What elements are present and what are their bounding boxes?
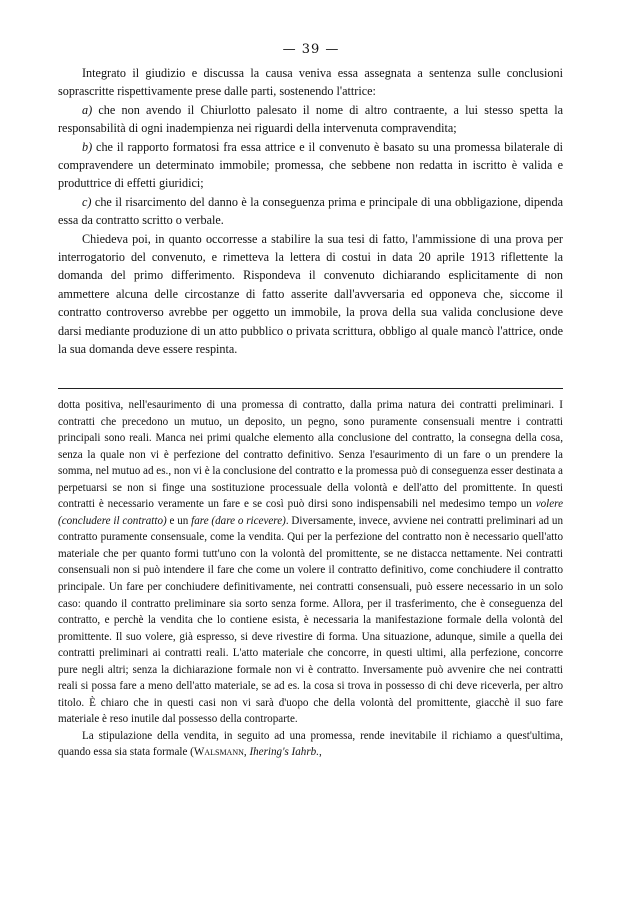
item-c-paragraph bbox=[58, 193, 563, 230]
footnote-paragraph-1 bbox=[58, 397, 563, 728]
item-a-text: che non avendo il Chiurlotto palesato il nome di altro contraente, a lui stesso spetta la responsabilità di ogni inadempienza nei riguardi della intervenuta compravendita; bbox=[58, 102, 564, 136]
footnote-paragraph-2 bbox=[58, 728, 563, 761]
footnote-italic-volere: volere (concludere il contratto) bbox=[58, 498, 563, 527]
main-text bbox=[58, 64, 563, 359]
footnote-journal: Ihering's Iahrb. bbox=[249, 746, 319, 759]
footnote-text-1a: dotta positiva, nell'esaurimento di una promessa di contratto, dalla prima natura dei contratti preliminari. I contratti che precedono un mutuo, un deposito, un pegno, sono puramente consensuali mentre i contratti principali sono reali. Manca nei primi qualche elemento alla conclusione del contratto, la consegna della cosa, senza la quale non vi è perfezione del contratto definitivo. Senza l'esaurimento di un fare o un prendere la somma, nel mutuo ad es., non vi è la conclusione del contratto e la promessa può di conseguenza esser destinata a perpetuarsi se non si finge una sostituzione processuale della volontà e dell'atto del promittente. In questi contratti è necessario veramente un fare e se così può dirsi sono indispensabili nel medesimo tempo un bbox=[58, 399, 563, 511]
page-number: — 39 — bbox=[282, 42, 340, 57]
footnote-divider bbox=[58, 388, 563, 389]
item-b-marker: b) bbox=[82, 139, 93, 154]
intro-paragraph: Integrato il giudizio e discussa la causa veniva essa assegnata a sentenza sulle conclusioni soprascritte rispettivamente prese dalle parti, sostenendo l'attrice: bbox=[58, 66, 563, 99]
footnote-text-2a: La stipulazione della vendita, in seguito ad una promessa, rende inevitabile il richiamo a quest'ultima, quando essa sia stata formale ( bbox=[58, 729, 563, 759]
footnote-text-2b: , bbox=[243, 746, 250, 759]
item-a-paragraph bbox=[58, 101, 563, 138]
footnote-text-2c: , bbox=[319, 746, 322, 759]
item-c-text: che il risarcimento del danno è la conseguenza prima e principale di una obbligazione, dipenda essa da contratto scritto o verbale. bbox=[58, 194, 564, 228]
item-c-marker: c) bbox=[82, 194, 92, 209]
footnote-italic-fare: fare (dare o ricevere) bbox=[191, 514, 286, 527]
footnote-text-1b: e un bbox=[166, 514, 192, 527]
closing-paragraph: Chiedeva poi, in quanto occorresse a stabilire la sua tesi di fatto, l'ammissione di una prova per interrogatorio del convenuto, e rimetteva la lettera di costui in data 20 aprile 1913 riflettente la domanda del primo differimento. Rispondeva il convenuto dichiarando esplicitamente di non ammettere alcuna delle circostanze di fatto asserite dall'avversaria ed opponeva che, siccome il contratto controverso avrebbe per oggetto un immobile, la prova della sua valida conclusione deve darsi mediante produzione di un atto pubblico o privata scrittura, obbligo al quale mancò l'attrice, onde la sua domanda deve essere respinta. bbox=[58, 231, 563, 357]
footnote bbox=[58, 397, 563, 761]
item-b-text: che il rapporto formatosi fra essa attrice e il convenuto è basato su una promessa bilaterale di compravendere un determinato immobile; promessa, che sebbene non redatta in iscritto è valida e produttrice di effetti giuridici; bbox=[58, 139, 563, 191]
footnote-text-1c: . Diversamente, invece, avviene nei contratti preliminari ad un contratto puramente consensuale, come la vendita. Qui per la perfezione del contratto non è necessario quell'atto materiale che per quanto formi tutt'uno con la volontà del promittente, se ne distacca nettamente. Nei contratti consensuali non si può intendere il fare che come un volere il contratto definitivo, come conchiudere il contratto principale. Un fare per conchiudere definitivamente, nei contratti consensuali, può essere necessario in un solo caso: quando il contratto preliminare sia sorto senza forme. Allora, per il trasferimento, che è conseguenza del contratto, e perchè la vendita che lo contiene esista, è necessaria la manifestazione formale della volontà del promittente. Il suo volere, già espresso, si deve rivestire di forma. Una situazione, adunque, simile a quella dei contratti preliminari ai contratti reali. L'atto materiale che concorre, in questi ultimi, alla perfezione, concorre pure negli altri; senza la dichiarazione formale non vi è contratto. Inversamente può avvenire che nei contratti reali si possa fare a meno dell'atto materiale, se ad es. la cosa si trova in possesso di chi deve riceverla, per altro titolo. È chiaro che in questi casi non vi sarà d'uopo che della volontà del promittente, giacchè il suo fare materiale è reso inutile dal possesso della controparte. bbox=[58, 514, 563, 726]
footnote-author: Walsmann bbox=[193, 746, 244, 759]
item-b-paragraph bbox=[58, 138, 563, 193]
item-a-marker: a) bbox=[82, 102, 93, 117]
